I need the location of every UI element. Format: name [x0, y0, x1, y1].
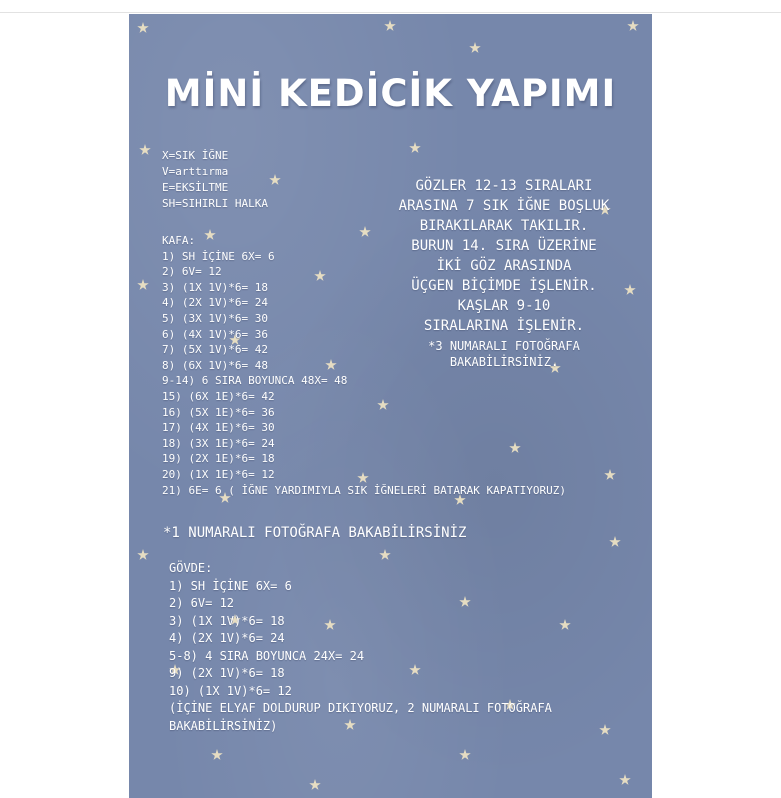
- instruction-line: ARASINA 7 SIK İĞNE BOŞLUK: [398, 198, 610, 214]
- pattern-row: 5-8) 4 SIRA BOYUNCA 24X= 24: [169, 648, 365, 663]
- star-icon: [137, 279, 149, 291]
- pattern-image: [129, 14, 652, 798]
- pattern-row: 2) 6V= 12: [162, 265, 222, 279]
- pattern-row: 1) SH İÇİNE 6X= 6: [169, 578, 292, 593]
- photo-note-3: [359, 338, 649, 370]
- instruction-line: BURUN 14. SIRA ÜZERİNE: [411, 238, 597, 254]
- star-icon: [384, 20, 396, 32]
- section-heading: KAFA:: [162, 234, 196, 247]
- star-icon: [604, 469, 616, 481]
- star-icon: [559, 619, 571, 631]
- star-icon: [309, 779, 321, 791]
- pattern-row: 16) (5X 1E)*6= 36: [162, 405, 275, 419]
- pattern-row: BAKABİLİRSİNİZ): [169, 718, 278, 733]
- pattern-row: 1) SH İÇİNE 6X= 6: [162, 249, 275, 263]
- pattern-row: 18) (3X 1E)*6= 24: [162, 436, 275, 450]
- pattern-row: 8) (6X 1V)*6= 48: [162, 358, 268, 372]
- star-icon: [609, 536, 621, 548]
- instruction-line: BIRAKILARAK TAKILIR.: [419, 218, 589, 234]
- pattern-row: 4) (2X 1V)*6= 24: [169, 631, 285, 645]
- abbreviation-legend: [162, 148, 268, 212]
- star-icon: [469, 42, 481, 54]
- pattern-row: 9) (2X 1V)*6= 18: [169, 666, 285, 680]
- pattern-row: (İÇİNE ELYAF DOLDURUP DIKIYORUZ, 2 NUMARALI FOTOĞRAFA: [169, 701, 552, 715]
- legend-item: X=SIK İĞNE: [162, 149, 229, 162]
- instruction-line: KAŞLAR 9-10: [457, 298, 551, 314]
- section-heading: GÖVDE:: [169, 561, 213, 575]
- pattern-row: 2) 6V= 12: [169, 596, 235, 610]
- pattern-row: 3) (1X 1V)*6= 18: [169, 613, 285, 628]
- pattern-row: 20) (1X 1E)*6= 12: [162, 467, 275, 481]
- pattern-row: 9-14) 6 SIRA BOYUNCA 48X= 48: [162, 374, 348, 388]
- pattern-row: 4) (2X 1V)*6= 24: [162, 296, 268, 310]
- pattern-row: 17) (4X 1E)*6= 30: [162, 421, 275, 435]
- instruction-line: İKİ GÖZ ARASINDA: [436, 258, 572, 274]
- top-divider: [0, 12, 781, 13]
- pattern-row: 5) (3X 1V)*6= 30: [162, 311, 268, 325]
- star-icon: [619, 774, 631, 786]
- instruction-line: ÜÇGEN BİÇİMDE İŞLENİR.: [411, 278, 597, 294]
- star-icon: [211, 749, 223, 761]
- legend-item: V=arttırma: [162, 165, 229, 178]
- pattern-row: 19) (2X 1E)*6= 18: [162, 452, 275, 466]
- star-icon: [137, 22, 149, 34]
- pattern-row: 15) (6X 1E)*6= 42: [162, 389, 275, 403]
- legend-item: SH=SIHIRLI HALKA: [162, 197, 268, 210]
- legend-item: E=EKSİLTME: [162, 181, 229, 194]
- star-icon: [137, 549, 149, 561]
- photo-note-1: *1 NUMARALI FOTOĞRAFA BAKABİLİRSİNİZ: [163, 525, 467, 541]
- pattern-row: 21) 6E= 6 ( İĞNE YARDIMIYLA SIK İĞNELERİ BATARAK KAPATIYORUZ): [162, 483, 566, 497]
- note-line: *3 NUMARALI FOTOĞRAFA: [428, 339, 580, 353]
- star-icon: [627, 20, 639, 32]
- star-icon: [409, 142, 421, 154]
- pattern-row: 7) (5X 1V)*6= 42: [162, 343, 268, 357]
- star-icon: [269, 174, 281, 186]
- page-title: MİNİ KEDİCİK YAPIMI: [164, 72, 617, 115]
- note-line: BAKABİLİRSİNİZ.: [449, 355, 559, 369]
- instruction-line: GÖZLER 12-13 SIRALARI: [415, 178, 593, 194]
- star-icon: [599, 724, 611, 736]
- pattern-row: 10) (1X 1V)*6= 12: [169, 683, 292, 698]
- instruction-line: SIRALARINA İŞLENİR.: [423, 318, 585, 334]
- body-section: [169, 560, 552, 735]
- pattern-row: 6) (4X 1V)*6= 36: [162, 327, 268, 341]
- star-icon: [459, 749, 471, 761]
- assembly-instructions: [359, 176, 649, 370]
- star-icon: [139, 144, 151, 156]
- pattern-row: 3) (1X 1V)*6= 18: [162, 280, 268, 294]
